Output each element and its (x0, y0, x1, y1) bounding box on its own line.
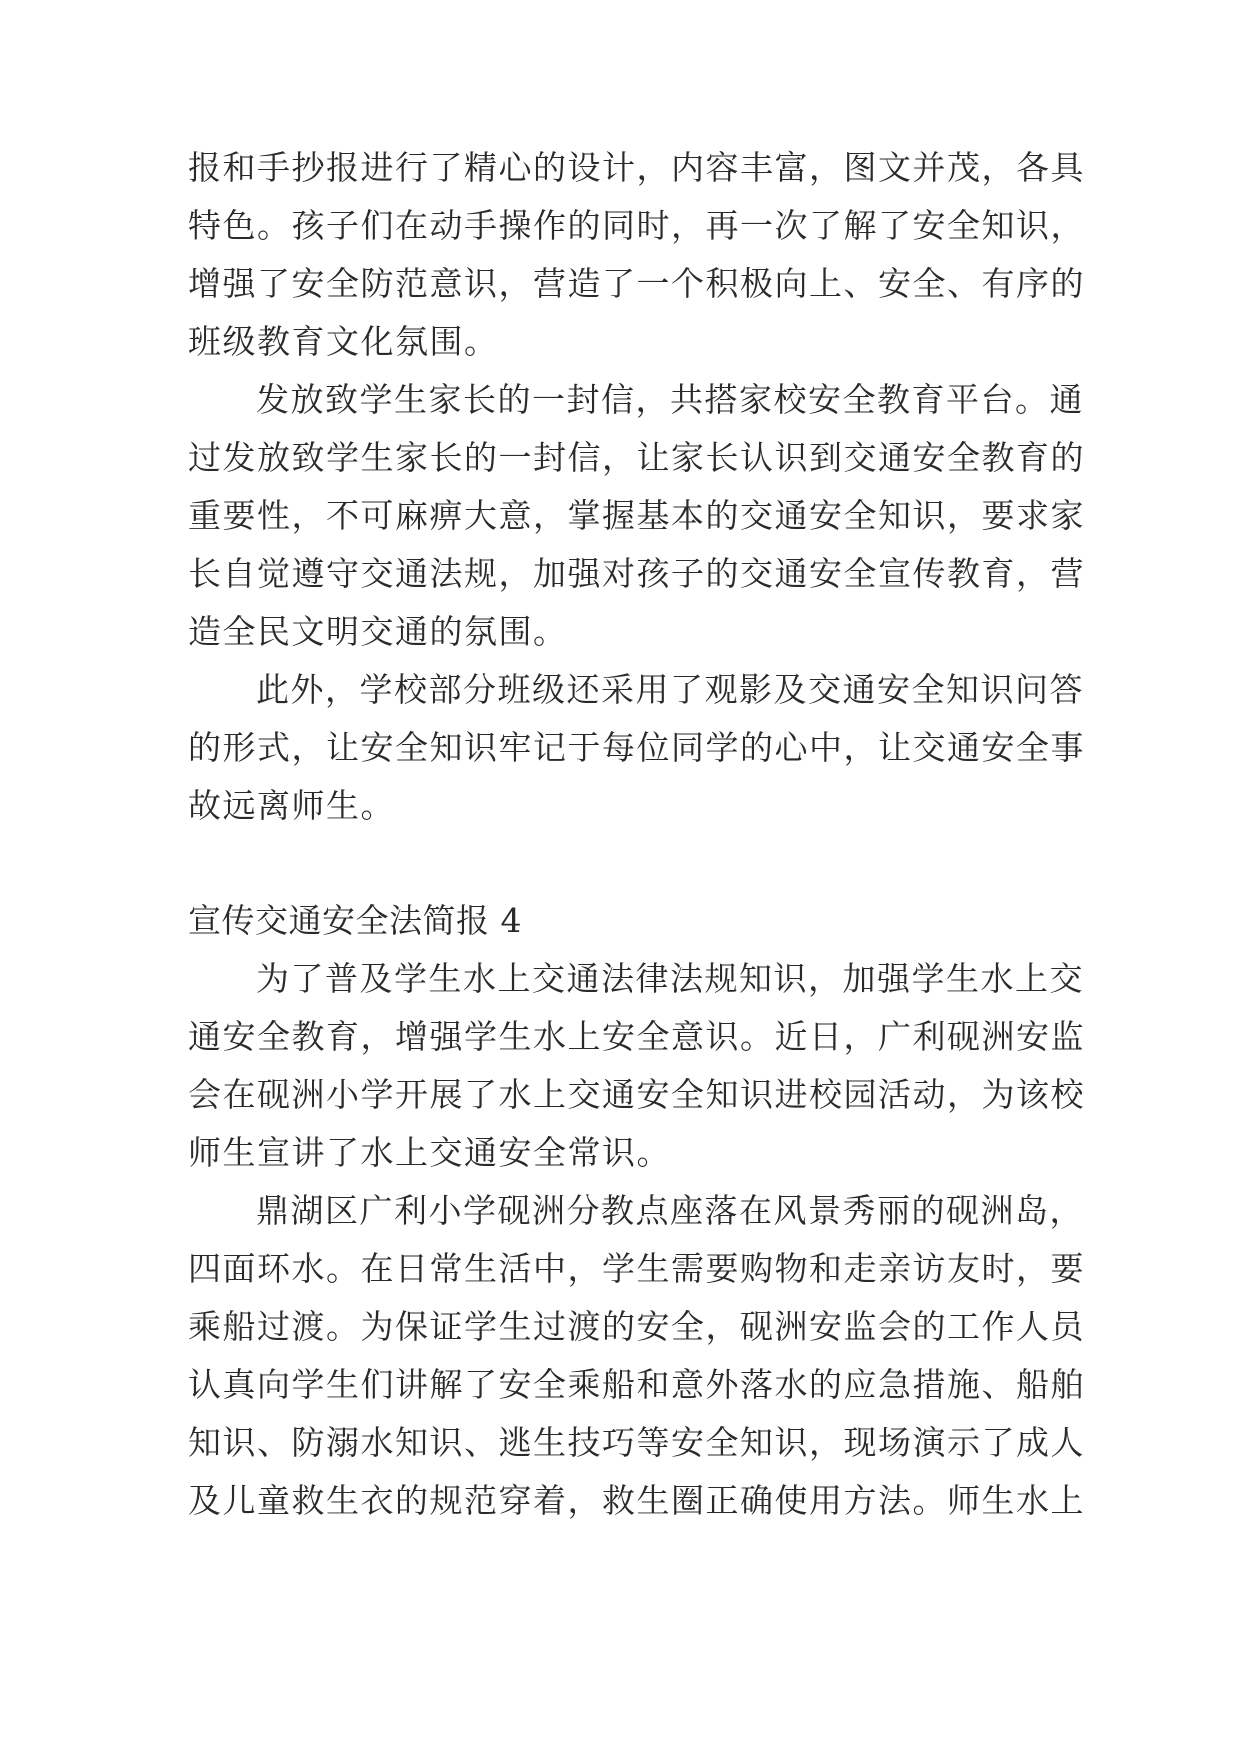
section-paragraph-1-line-2: 通安全教育，增强学生水上安全意识。近日，广利砚洲安监 (188, 1017, 1085, 1056)
paragraph-2-line-1: 发放致学生家长的一封信，共搭家校安全教育平台。通 (256, 380, 1084, 419)
paragraph-2-line-2: 过发放致学生家长的一封信，让家长认识到交通安全教育的 (188, 438, 1085, 477)
paragraph-1-line-3: 增强了安全防范意识，营造了一个积极向上、安全、有序的 (188, 264, 1085, 303)
section-paragraph-2-line-3: 乘船过渡。为保证学生过渡的安全，砚洲安监会的工作人员 (188, 1307, 1085, 1346)
paragraph-3-line-3: 故远离师生。 (188, 786, 395, 825)
section-paragraph-2-line-2: 四面环水。在日常生活中，学生需要购物和走亲访友时，要 (188, 1249, 1085, 1288)
section-paragraph-1-line-4: 师生宣讲了水上交通安全常识。 (188, 1133, 671, 1172)
section-paragraph-1-line-3: 会在砚洲小学开展了水上交通安全知识进校园活动，为该校 (188, 1075, 1085, 1114)
paragraph-1-line-1: 报和手抄报进行了精心的设计，内容丰富，图文并茂，各具 (188, 148, 1085, 187)
paragraph-2-line-4: 长自觉遵守交通法规，加强对孩子的交通安全宣传教育，营 (188, 554, 1085, 593)
paragraph-3-line-2: 的形式，让安全知识牢记于每位同学的心中，让交通安全事 (188, 728, 1085, 767)
paragraph-2-line-5: 造全民文明交通的氛围。 (188, 612, 568, 651)
paragraph-2-line-3: 重要性，不可麻痹大意，掌握基本的交通安全知识，要求家 (188, 496, 1085, 535)
section-paragraph-2-line-5: 知识、防溺水知识、逃生技巧等安全知识，现场演示了成人 (188, 1423, 1085, 1462)
section-title: 宣传交通安全法简报 4 (188, 901, 522, 940)
section-paragraph-2-line-1: 鼎湖区广利小学砚洲分教点座落在风景秀丽的砚洲岛， (256, 1191, 1084, 1230)
paragraph-3-line-1: 此外，学校部分班级还采用了观影及交通安全知识问答 (256, 670, 1084, 709)
paragraph-1-line-2: 特色。孩子们在动手操作的同时，再一次了解了安全知识， (188, 206, 1085, 245)
section-paragraph-2-line-4: 认真向学生们讲解了安全乘船和意外落水的应急措施、船舶 (188, 1365, 1085, 1404)
paragraph-1-line-4: 班级教育文化氛围。 (188, 322, 499, 361)
section-paragraph-2-line-6: 及儿童救生衣的规范穿着，救生圈正确使用方法。师生水上 (188, 1481, 1085, 1520)
section-paragraph-1-line-1: 为了普及学生水上交通法律法规知识，加强学生水上交 (256, 959, 1084, 998)
